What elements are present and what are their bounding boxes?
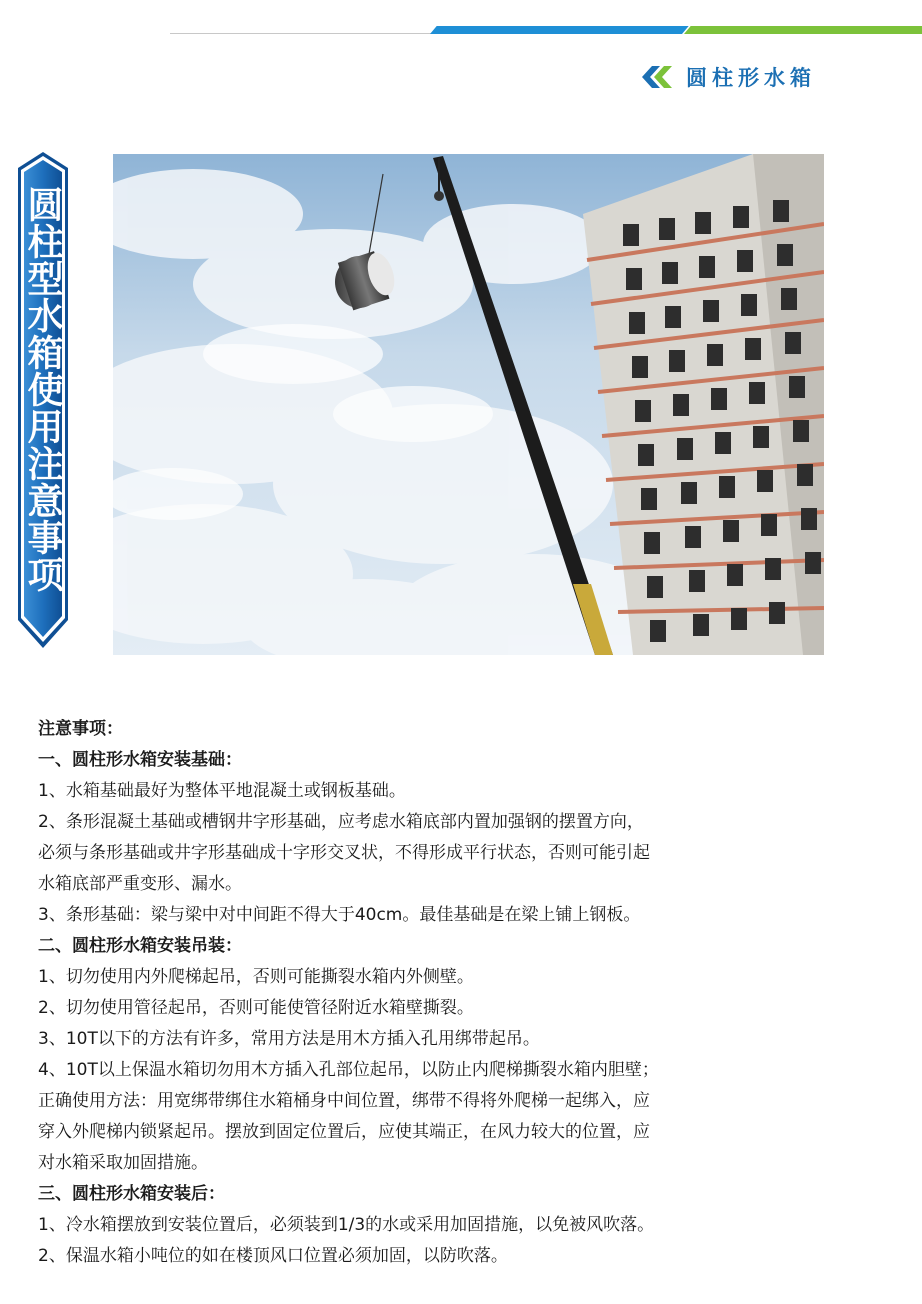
section-title: 三、圆柱形水箱安装后： bbox=[38, 1184, 225, 1204]
section-line: 对水箱采取加固措施。 bbox=[38, 1153, 208, 1173]
section-line: 4、10T以上保温水箱切勿用木方插入孔部位起吊，以防止内爬梯撕裂水箱内胆壁； bbox=[38, 1060, 659, 1080]
header-title: 圆柱形水箱 bbox=[686, 66, 816, 90]
section-line: 3、10T以下的方法有许多，常用方法是用木方插入孔用绑带起吊。 bbox=[38, 1029, 540, 1049]
section-line: 穿入外爬梯内锁紧起吊。摆放到固定位置后，应使其端正，在风力较大的位置，应 bbox=[38, 1122, 650, 1142]
vertical-title-ribbon bbox=[16, 150, 70, 650]
section-line: 1、水箱基础最好为整体平地混凝土或钢板基础。 bbox=[38, 781, 406, 801]
section-line: 3、条形基础：梁与梁中对中间距不得大于40cm。最佳基础是在梁上铺上钢板。 bbox=[38, 905, 641, 925]
section-line: 2、切勿使用管径起吊，否则可能使管径附近水箱壁撕裂。 bbox=[38, 998, 474, 1018]
section-line: 必须与条形基础或井字形基础成十字形交叉状，不得形成平行状态，否则可能引起 bbox=[38, 843, 650, 863]
notes-content bbox=[38, 714, 888, 1272]
header-brand bbox=[640, 62, 816, 92]
section-line: 2、保温水箱小吨位的如在楼顶风口位置必须加固，以防吹落。 bbox=[38, 1246, 508, 1266]
notes-heading: 注意事项： bbox=[38, 719, 123, 739]
header-rule bbox=[170, 33, 435, 34]
section-line: 1、冷水箱摆放到安装位置后，必须装到1/3的水或采用加固措施，以免被风吹落。 bbox=[38, 1215, 655, 1235]
section-line: 水箱底部严重变形、漏水。 bbox=[38, 874, 242, 894]
crane-lifting-water-tank-photo bbox=[113, 154, 824, 655]
header-green-stripe bbox=[684, 26, 922, 34]
section-line: 1、切勿使用内外爬梯起吊，否则可能撕裂水箱内外侧壁。 bbox=[38, 967, 474, 987]
section-title: 一、圆柱形水箱安装基础： bbox=[38, 750, 242, 770]
ribbon-title: 圆柱型水箱使用注意事项 bbox=[22, 186, 64, 593]
section-line: 正确使用方法：用宽绑带绑住水箱桶身中间位置，绑带不得将外爬梯一起绑入，应 bbox=[38, 1091, 650, 1111]
section-title: 二、圆柱形水箱安装吊装： bbox=[38, 936, 242, 956]
double-chevron-left-icon bbox=[640, 64, 680, 90]
section-line: 2、条形混凝土基础或槽钢井字形基础，应考虑水箱底部内置加强钢的摆置方向， bbox=[38, 812, 644, 832]
header-blue-stripe bbox=[430, 26, 689, 34]
